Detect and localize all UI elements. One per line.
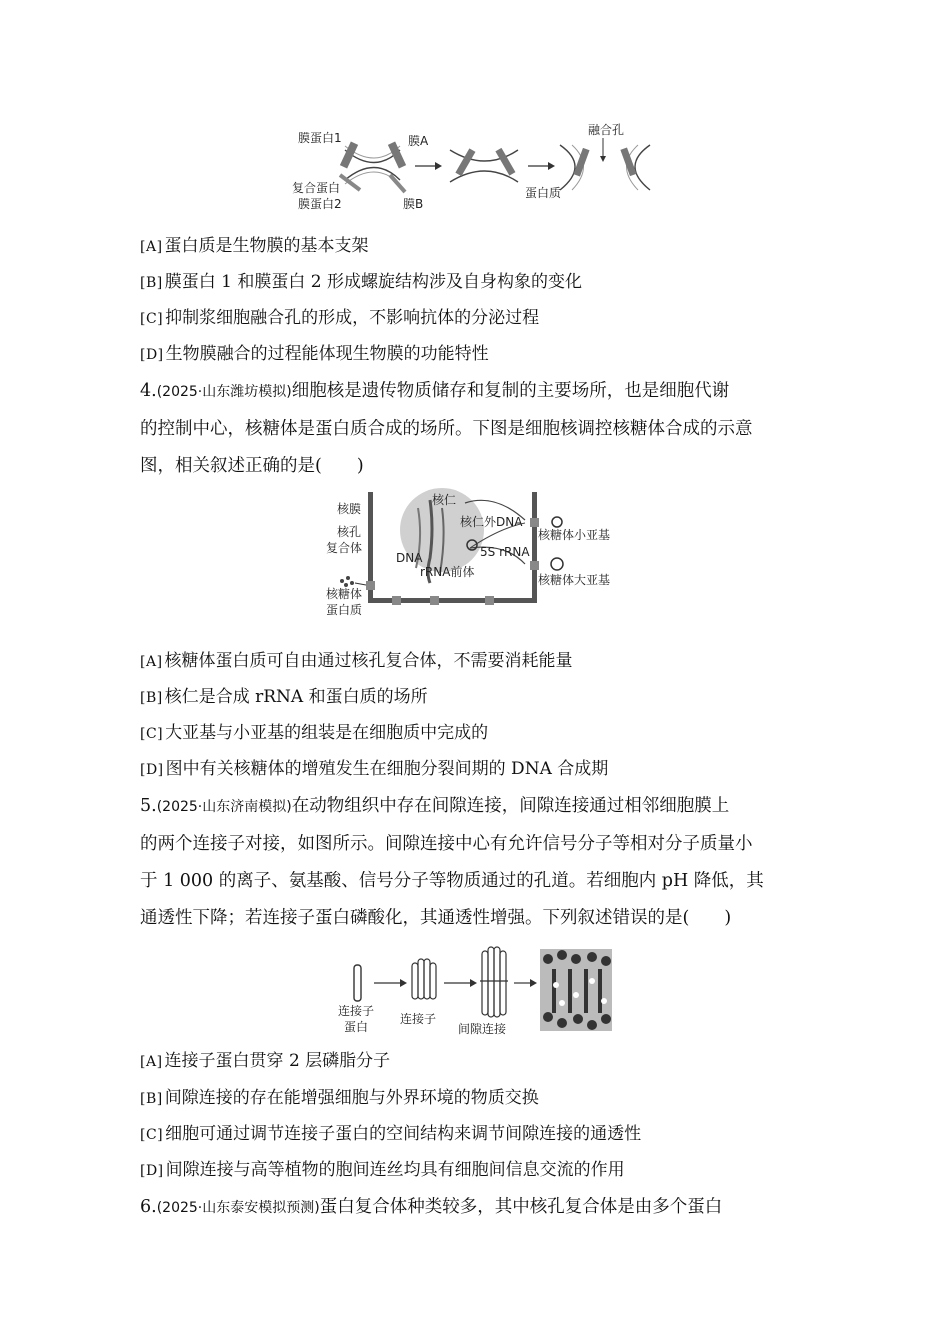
q5-stem-line-4: 通透性下降；若连接子蛋白磷酸化，其通透性增强。下列叙述错误的是( ) xyxy=(140,908,732,928)
label-membrane-a: 膜A xyxy=(408,134,429,148)
label-connexin-1: 连接子 xyxy=(338,1004,375,1018)
label-fusion-pore: 融合孔 xyxy=(588,123,625,137)
q3-option-a[interactable]: [A] 蛋白质是生物膜的基本支架 xyxy=(140,236,369,256)
q5-option-c[interactable]: [C] 细胞可通过调节连接子蛋白的空间结构来调节间隙连接的通透性 xyxy=(140,1124,642,1144)
label-complex: 复合蛋白 xyxy=(292,181,341,195)
label-connexon: 连接子 xyxy=(400,1012,437,1026)
q6-stem-line-1: 6.(2025·山东泰安模拟预测)蛋白复合体种类较多，其中核孔复合体是由多个蛋白 xyxy=(140,1197,723,1217)
label-protein: 蛋白质 xyxy=(525,186,562,200)
ribosome-synthesis-figure xyxy=(320,488,640,628)
label-gap-junction: 间隙连接 xyxy=(458,1022,507,1036)
label-5s-rrna: 5S rRNA xyxy=(480,545,530,559)
label-small-subunit: 核糖体小亚基 xyxy=(538,528,611,542)
membrane-fusion-figure xyxy=(290,120,670,215)
q4-stem-line-1: 4.(2025·山东潍坊模拟)细胞核是遗传物质储存和复制的主要场所，也是细胞代谢 xyxy=(140,381,730,401)
label-ribosome-protein-1: 核糖体 xyxy=(326,587,363,601)
q4-option-b[interactable]: [B] 核仁是合成 rRNA 和蛋白质的场所 xyxy=(140,687,428,707)
label-ribosome-protein-2: 蛋白质 xyxy=(326,603,363,617)
q5-option-b[interactable]: [B] 间隙连接的存在能增强细胞与外界环境的物质交换 xyxy=(140,1088,539,1108)
label-npc-2: 复合体 xyxy=(326,541,363,555)
gap-junction-figure xyxy=(330,945,630,1040)
q3-option-b[interactable]: [B] 膜蛋白 1 和膜蛋白 2 形成螺旋结构涉及自身构象的变化 xyxy=(140,272,582,292)
q4-stem-line-2: 的控制中心，核糖体是蛋白质合成的场所。下图是细胞核调控核糖体合成的示意 xyxy=(140,419,753,439)
label-connexin-2: 蛋白 xyxy=(344,1020,369,1034)
q5-stem-line-1: 5.(2025·山东济南模拟)在动物组织中存在间隙连接，间隙连接通过相邻细胞膜上 xyxy=(140,796,730,816)
q4-option-a[interactable]: [A] 核糖体蛋白质可自由通过核孔复合体，不需要消耗能量 xyxy=(140,651,573,671)
q6-source: (2025·山东泰安模拟预测) xyxy=(156,1200,320,1216)
q3-option-c[interactable]: [C] 抑制浆细胞融合孔的形成，不影响抗体的分泌过程 xyxy=(140,308,540,328)
q5-stem-line-3: 于 1 000 的离子、氨基酸、信号分子等物质通过的孔道。若细胞内 pH 降低，其 xyxy=(140,871,764,891)
label-nuclear-membrane: 核膜 xyxy=(337,502,362,516)
q5-option-a[interactable]: [A] 连接子蛋白贯穿 2 层磷脂分子 xyxy=(140,1051,391,1071)
q5-source: (2025·山东济南模拟) xyxy=(156,799,292,815)
label-outside-dna: 核仁外DNA xyxy=(460,515,523,529)
label-membrane-b: 膜B xyxy=(403,197,424,211)
q4-option-c[interactable]: [C] 大亚基与小亚基的组装是在细胞质中完成的 xyxy=(140,723,489,743)
label-nucleolus: 核仁 xyxy=(432,493,457,507)
label-large-subunit: 核糖体大亚基 xyxy=(538,573,611,587)
q4-stem-line-3: 图，相关叙述正确的是( ) xyxy=(140,456,364,476)
label-npc-1: 核孔 xyxy=(337,525,362,539)
q3-option-d[interactable]: [D] 生物膜融合的过程能体现生物膜的功能特性 xyxy=(140,344,489,364)
q4-source: (2025·山东潍坊模拟) xyxy=(156,384,292,400)
q5-option-d[interactable]: [D] 间隙连接与高等植物的胞间连丝均具有细胞间信息交流的作用 xyxy=(140,1160,625,1180)
q4-option-d[interactable]: [D] 图中有关核糖体的增殖发生在细胞分裂间期的 DNA 合成期 xyxy=(140,759,609,779)
q5-stem-line-2: 的两个连接子对接，如图所示。间隙连接中心有允许信号分子等相对分子质量小 xyxy=(140,834,753,854)
label-rrna-precursor: rRNA前体 xyxy=(420,565,475,579)
label-protein1: 膜蛋白1 xyxy=(298,131,342,145)
label-protein2: 膜蛋白2 xyxy=(298,197,342,211)
label-dna: DNA xyxy=(396,551,423,565)
